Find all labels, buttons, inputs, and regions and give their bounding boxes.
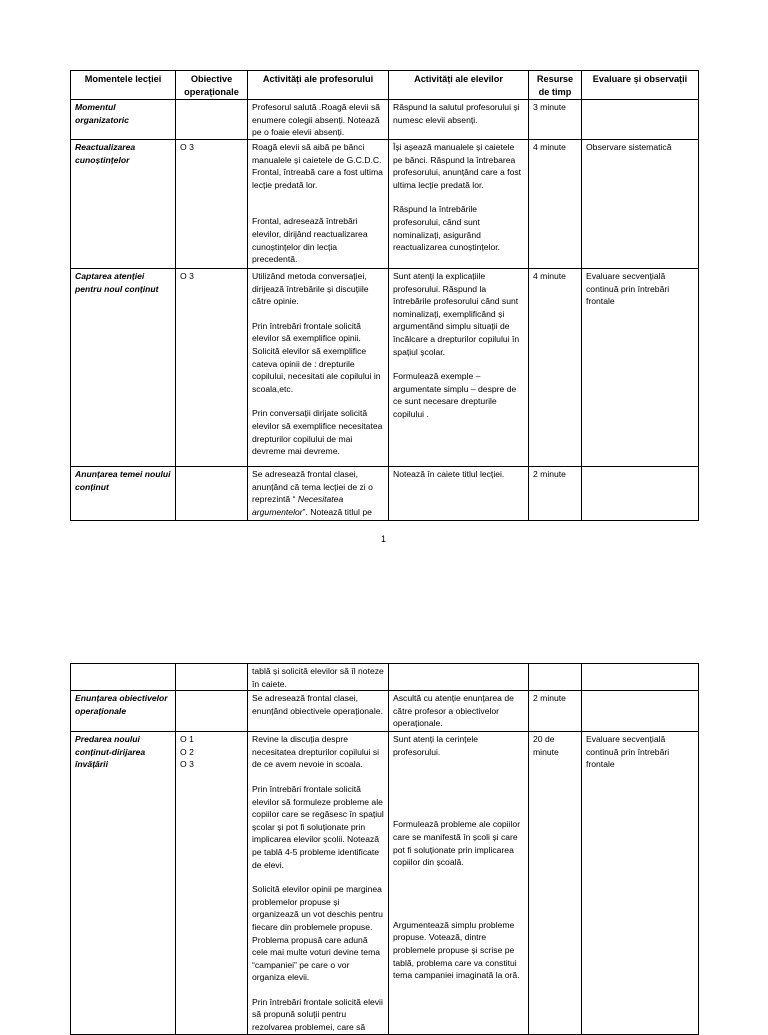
objective-code: O 3 (180, 142, 194, 152)
objective-code: O 3 (180, 271, 194, 281)
moment-cell: Captarea atenției pentru noul conținut (71, 269, 176, 467)
time-cell: 20 de minute (529, 732, 582, 1034)
table-header-row (71, 71, 699, 100)
student-activity-cell (389, 732, 529, 1034)
student-paragraph: Ascultă cu atenție enunțarea de către profesor a obiectivelor operaționale. (393, 693, 514, 729)
table-row (71, 691, 699, 732)
table-row (71, 269, 699, 467)
header-time-resources: Resurse de timp (529, 71, 582, 100)
header-teacher-activities: Activități ale profesorului (248, 71, 389, 100)
objectives-cell (176, 732, 248, 1034)
student-paragraph: Formulează probleme ale copiilor care se manifestă în școli și care pot fi soluționate prin implicarea copiilor din școală. (393, 819, 521, 868)
header-moment: Momentele lecției (71, 71, 176, 100)
student-paragraph: Răspund la salutul profesorului și numesc elevii absenți. (393, 102, 520, 125)
student-paragraph: Sunt atenți la cerințele profesorului. (393, 734, 479, 757)
teacher-paragraph: tablă și solicită elevilor să îl noteze în caiete. (252, 666, 384, 689)
teacher-paragraph: Solicită elevilor opinii pe marginea problemelor propuse și organizează un vot deschis pentru fiecare din problemele propuse. Problema propusă care adună cele mai multe voturi devine tema “campaniei” pe care o vor organiza elevii. (252, 884, 383, 983)
lesson-title-text: Necesitatea argumentelor (252, 494, 344, 517)
objectives-cell (176, 100, 248, 140)
header-evaluation: Evaluare și observații (582, 71, 699, 100)
objectives-cell (176, 140, 248, 269)
student-paragraph: Notează în caiete titlul lecției. (393, 469, 505, 479)
time-cell: 2 minute (529, 467, 582, 521)
teacher-text-after: ”. Notează titlul pe (302, 506, 372, 517)
student-activity-cell (389, 664, 529, 691)
table-row (71, 140, 699, 269)
student-paragraph: Argumentează simplu probleme propuse. Votează, dintre problemele propuse și scrise pe tablă, problema care va constitui tema campaniei imaginată la oră. (393, 919, 520, 981)
objective-code: O 3 (180, 759, 194, 770)
objectives-cell (176, 691, 248, 732)
evaluation-cell: Observare sistematică (582, 140, 699, 269)
header-student-activities: Activități ale elevilor (389, 71, 529, 100)
student-activity-cell (389, 691, 529, 732)
teacher-activity-cell (248, 467, 389, 521)
time-cell: 3 minute (529, 100, 582, 140)
evaluation-cell (582, 664, 699, 691)
student-paragraph: Răspund la întrebările profesorului, când sunt nominalizați, asigurând reactualizarea cunoștințelor. (393, 204, 501, 253)
page-number: 1 (381, 534, 387, 544)
time-cell: 4 minute (529, 140, 582, 269)
teacher-paragraph: Prin întrebări frontale solicită elevilor să formuleze probleme ale copiilor care se regăsesc în spațiul școlar și pot fi soluționate prin implicarea elevilor școlii. Notează pe tablă 4-5 probleme identificate de elevi. (252, 783, 384, 870)
student-activity-cell (389, 100, 529, 140)
teacher-paragraph: Se adresează frontal clasei, enunțând obiectivele operaționale. (252, 693, 383, 716)
time-cell (529, 664, 582, 691)
student-paragraph: Își așează manualele și caietele pe bănci. Răspund la întrebarea profesorului, anunțând care a fost ultima lecție predată lor. (393, 142, 522, 190)
teacher-paragraph: Utilizând metoda conversației, dirijează întrebările și discuțiile către opinie. (252, 271, 369, 307)
objective-code: O 2 (180, 746, 194, 757)
teacher-activity-cell (248, 140, 389, 269)
table-row (71, 100, 699, 140)
teacher-paragraph: Prin conversații dirijate solicită elevilor să exemplifice necesitatea drepturilor copilului de mai devreme mai devreme. (252, 408, 383, 457)
teacher-text-before: Se adresează frontal clasei, anunțând că tema lecției de zi o reprezintă “ (252, 469, 373, 505)
evaluation-cell (582, 100, 699, 140)
moment-cell: Momentul organizatoric (71, 100, 176, 140)
objectives-cell (176, 467, 248, 521)
time-cell: 4 minute (529, 269, 582, 467)
objectives-cell (176, 269, 248, 467)
student-activity-cell (389, 467, 529, 521)
teacher-activity-cell (248, 269, 389, 467)
teacher-paragraph: Prin întrebări frontale solicită elevii să propună soluții pentru rezolvarea problemei, care să (252, 996, 383, 1033)
teacher-activity-cell (248, 100, 389, 140)
teacher-paragraph: Roagă elevii să aibă pe bănci manualele și caietele de G.C.D.C. Frontal, întreabă care a fost ultima lecție predată lor. (252, 142, 383, 190)
lesson-plan-table-page-1 (70, 70, 699, 521)
student-activity-cell (389, 269, 529, 467)
moment-cell: Reactualizarea cunoștințelor (71, 140, 176, 269)
lesson-plan-table-page-2 (70, 663, 699, 1035)
header-objectives: Obiective operaționale (176, 71, 248, 100)
time-cell: 2 minute (529, 691, 582, 732)
student-paragraph: Formulează exemple – argumentate simplu – despre de ce sunt necesare drepturile copilului . (393, 371, 517, 419)
table-row (71, 664, 699, 691)
teacher-activity-cell (248, 691, 389, 732)
evaluation-cell: Evaluare secvențială continuă prin întrebări frontale (582, 269, 699, 467)
teacher-paragraph: Prin întrebări frontale solicită elevilor să exemplifice opinii. Solicită elevilor să exemplifice cateva opinii de : drepturile copilului, necesitati ale copilului in scoala,etc. (252, 320, 381, 394)
teacher-paragraph: Revine la discuția despre necesitatea drepturilor copilului si de ce avem nevoie in scoala. (252, 734, 380, 770)
moment-cell: Anunțarea temei noului conținut (71, 467, 176, 521)
student-paragraph: Sunt atenți la explicațiile profesorului. Răspund la întrebările profesorului când sunt nominalizați, exemplificând și argumentând simplu situații de încălcare a drepturilor copilului în spațiul școlar. (393, 271, 520, 357)
teacher-activity-cell (248, 732, 389, 1034)
moment-cell: Enunțarea obiectivelor operaționale (71, 691, 176, 732)
teacher-activity-cell (248, 664, 389, 691)
table-row (71, 732, 699, 1034)
teacher-paragraph: Frontal, adresează întrebări elevilor, dirijând reactualizarea cunoștințelor din lecția precedentă. (252, 216, 368, 265)
teacher-paragraph: Profesorul salută .Roagă elevii să enumere colegii absenți. Notează pe o foaie elevii absenți. (252, 102, 381, 138)
evaluation-cell: Evaluare secvențială continuă prin întrebări frontale (582, 732, 699, 1034)
objectives-cell (176, 664, 248, 691)
objective-code: O 1 (180, 734, 194, 745)
table-row (71, 467, 699, 521)
moment-cell (71, 664, 176, 691)
moment-cell: Predarea noului conținut-dirijarea învățării (71, 732, 176, 1034)
student-activity-cell (389, 140, 529, 269)
evaluation-cell (582, 467, 699, 521)
evaluation-cell (582, 691, 699, 732)
